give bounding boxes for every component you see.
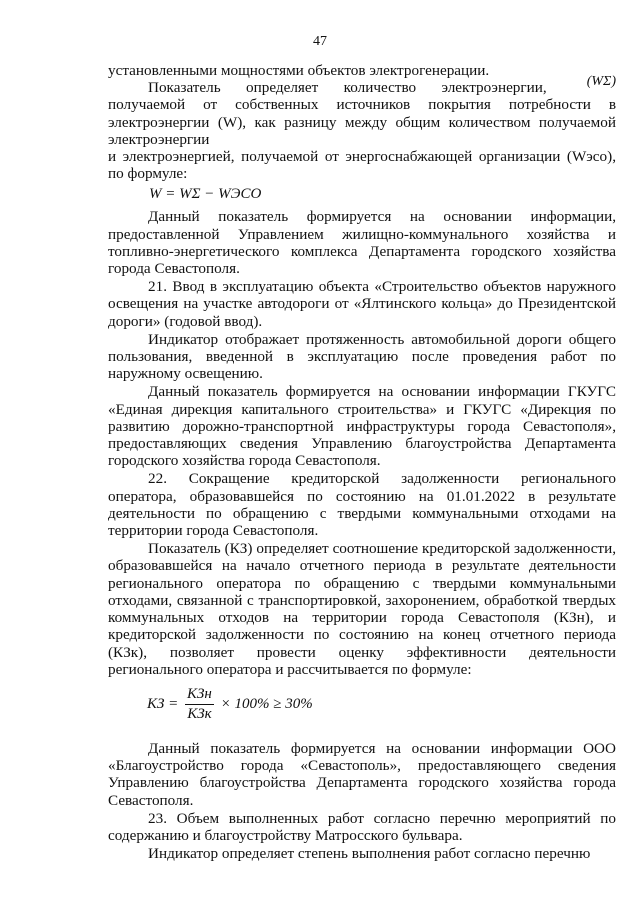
paragraph-text: Показатель определяет количество электроэнергии, получаемой от собственных источников покрытия потребности в электроэнергии (W), как разницу между общим количеством получаемой электроэнергии <box>108 79 616 148</box>
paragraph: Показатель (КЗ) определяет соотношение кредиторской задолженности, образовавшейся на начало отчетного периода в результате деятельности регионального оператора по обращению с твердыми коммунальными отходами, связанной с транспортировкой, захоронением, обработкой твердых коммунальных отходов на территории города Севастополя (КЗн), и кредиторской задолженности по состоянию на конец отчетного периода (КЗк), позволяет провести оценку эффективности деятельности регионального оператора и рассчитывается по формуле: <box>108 540 616 678</box>
page-number: 47 <box>313 34 327 49</box>
paragraph: Индикатор отображает протяженность автомобильной дороги общего пользования, введенной в эксплуатацию после проведения работ по наружному освещению. <box>108 330 616 383</box>
formula-fraction <box>185 686 214 723</box>
paragraph: Индикатор определяет степень выполнения работ согласно перечню <box>148 845 591 863</box>
document-body <box>108 62 616 862</box>
formula-lhs: КЗ = <box>147 696 179 713</box>
paragraph: 21. Ввод в эксплуатацию объекта «Строительство объектов наружного освещения на участке автодороги от «Ялтинского кольца» до Президентской дороги» (годовой ввод). <box>108 278 616 330</box>
paragraph: и электроэнергией, получаемой от энергоснабжающей организации (Wэсо), по формуле: <box>108 148 616 183</box>
formula-w: W = WΣ − WЭСО <box>149 186 262 203</box>
paragraph: Данный показатель формируется на основании информации ООО «Благоустройство города «Севастополь», предоставляющего сведения Управлению благоустройства Департамента городского хозяйства города Севастополя. <box>108 739 616 809</box>
paragraph: 23. Объем выполненных работ согласно перечню мероприятий по содержанию и благоустройству Матросского бульвара. <box>108 809 616 844</box>
formula-rhs: × 100% ≥ 30% <box>220 696 313 713</box>
paragraph <box>108 74 616 148</box>
paragraph: Данный показатель формируется на основании информации, предоставленной Управлением жилищно-коммунального хозяйства и топливно-энергетического комплекса Департамента городского хозяйства города Севастополя. <box>108 208 616 278</box>
formula-kz <box>147 686 616 728</box>
paragraph: 22. Сокращение кредиторской задолженности регионального оператора, образовавшейся по состоянию на 01.01.2022 в результате деятельности по обращению с твердыми коммунальными отходами на территории города Севастополя. <box>108 470 616 540</box>
formula-numerator: КЗн <box>185 686 214 705</box>
formula-denominator: КЗк <box>187 706 212 723</box>
formula-symbol: (WΣ) <box>586 74 616 90</box>
paragraph: установленными мощностями объектов электрогенерации. <box>108 62 490 79</box>
paragraph: Данный показатель формируется на основании информации ГКУГС «Единая дирекция капитального строительства» и ГКУГС «Дирекция по развитию дорожно-транспортной инфраструктуры города Севастополя», предоставляющих сведения Управлению благоустройства Департамента городского хозяйства города Севастополя. <box>108 383 616 470</box>
